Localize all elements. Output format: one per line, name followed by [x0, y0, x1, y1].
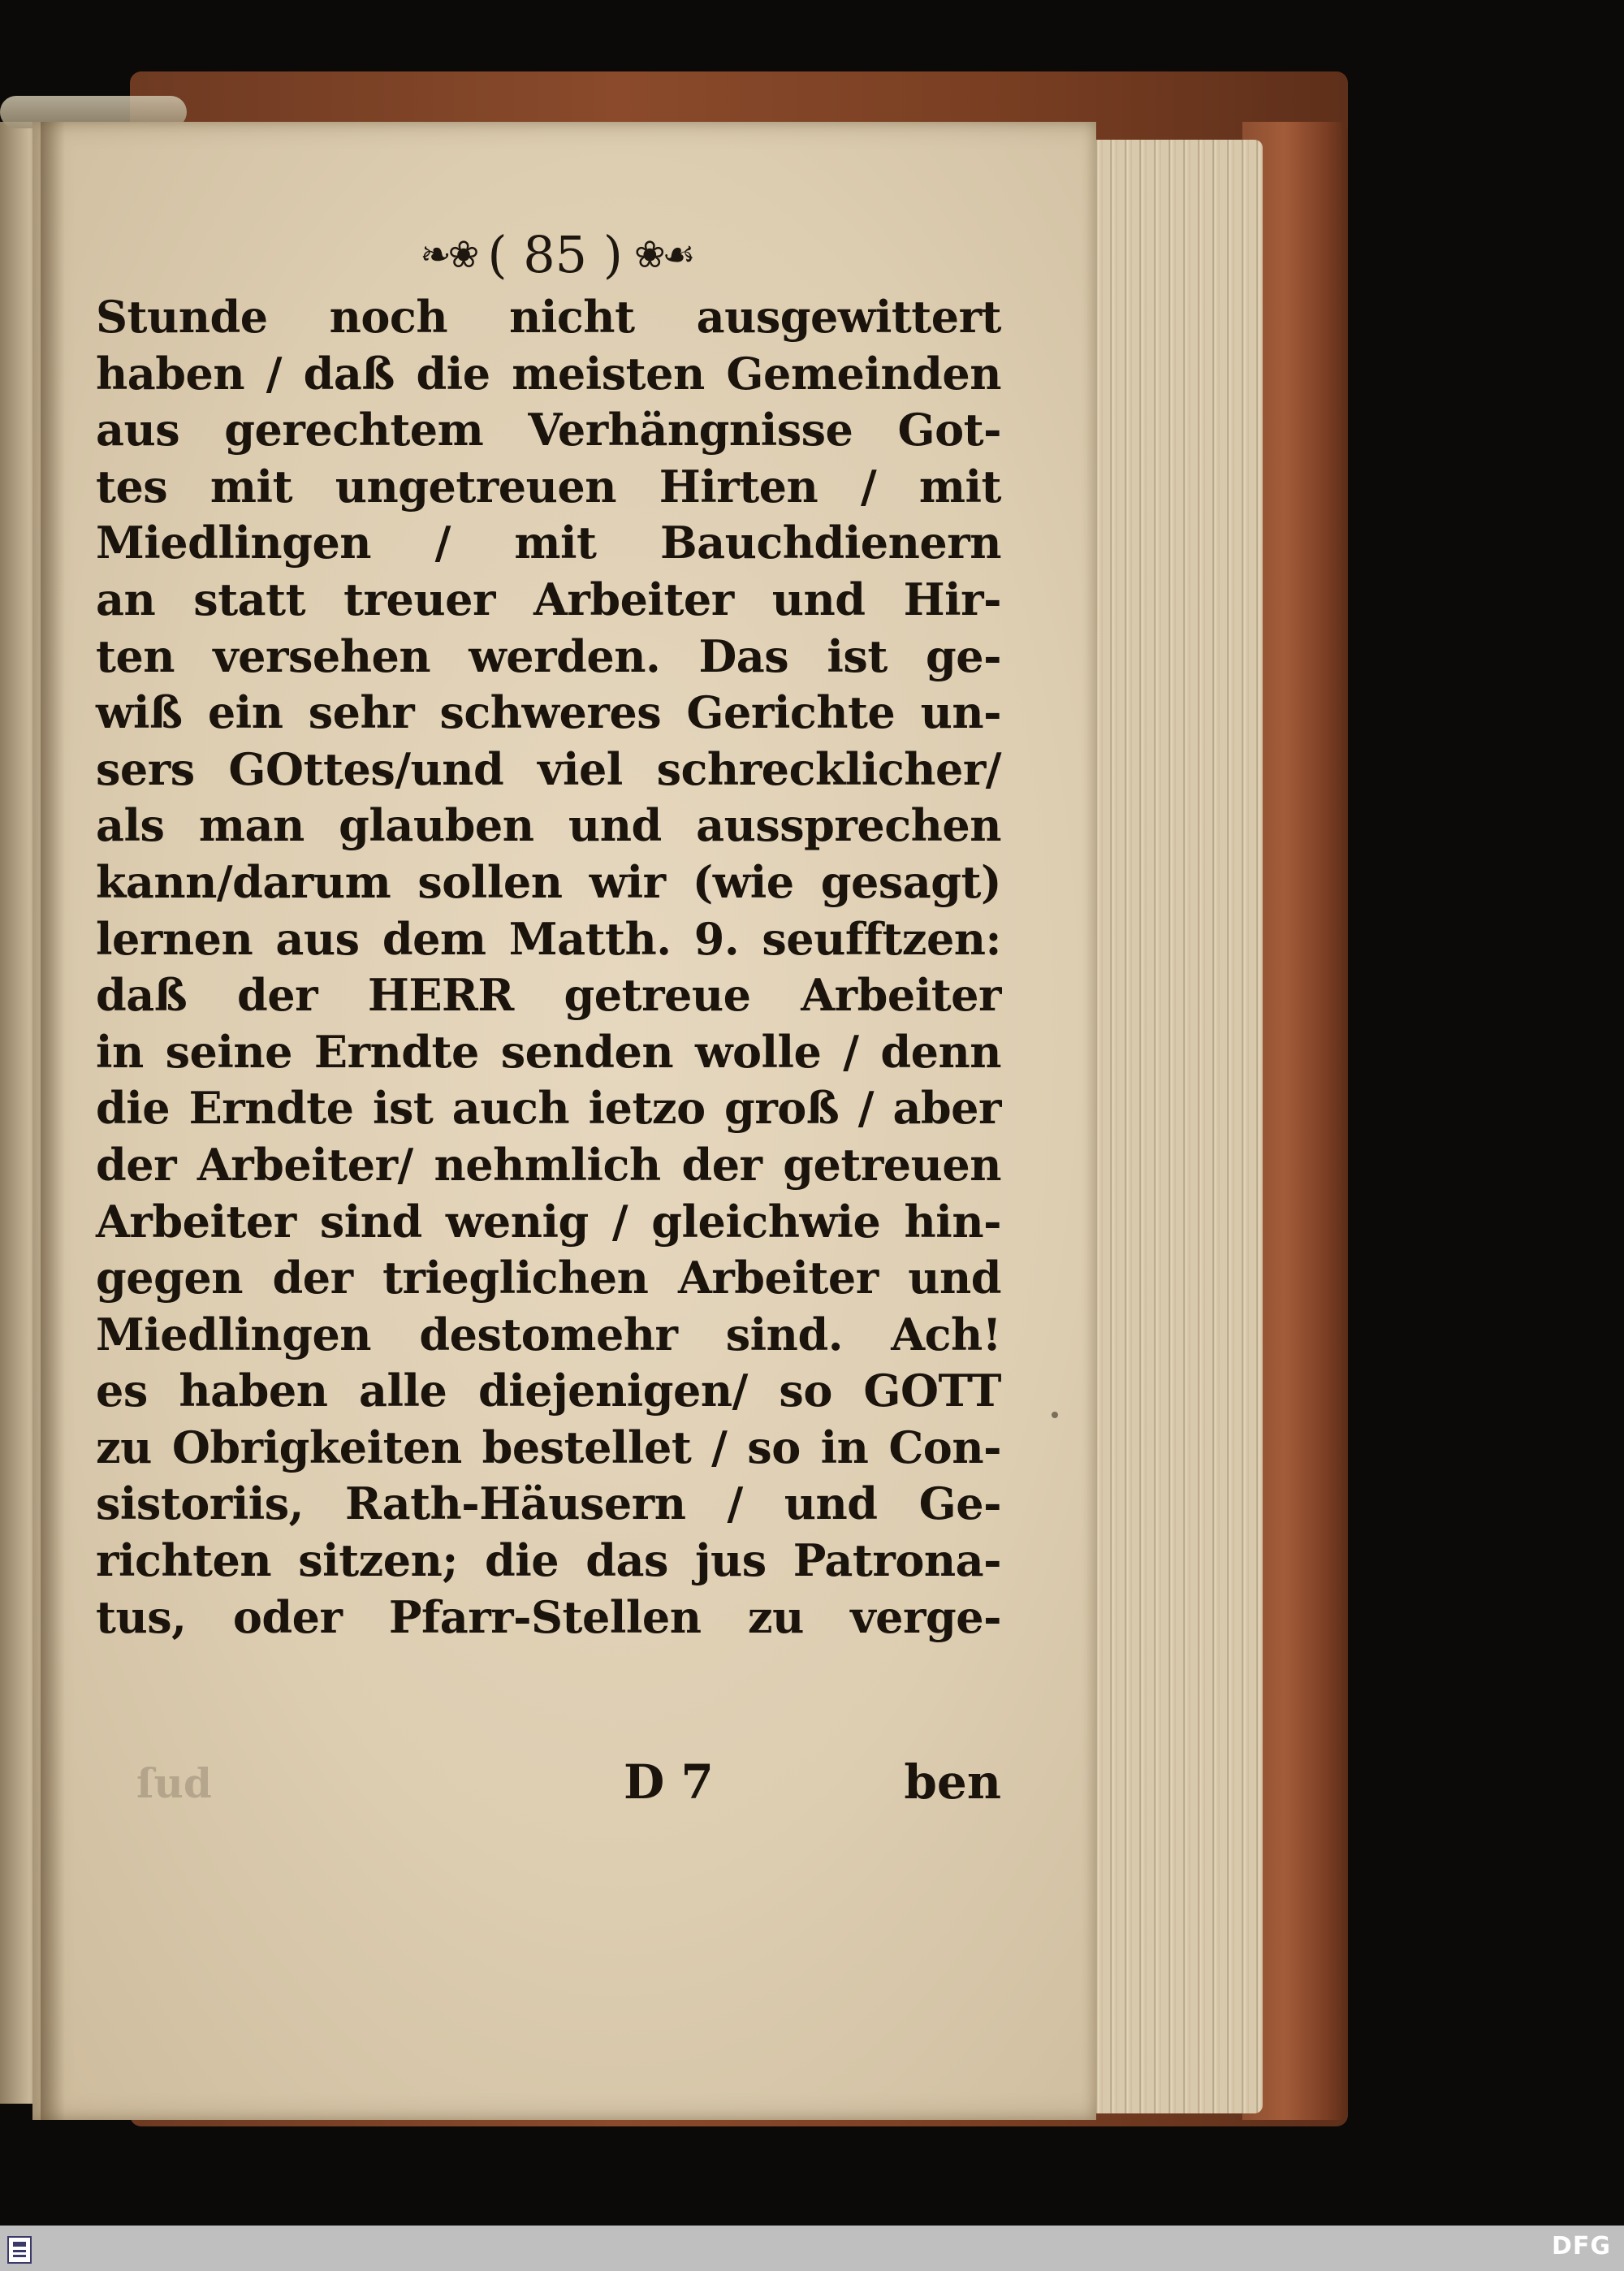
left-ornament-icon: ❧❀ — [420, 232, 477, 276]
text-line: lernen aus dem Matth. 9. seufftzen: — [96, 912, 1001, 965]
text-line: Miedlingen / mit Bauchdienern — [96, 517, 1001, 569]
text-line: als man glauben und aussprechen — [96, 799, 1001, 852]
dfg-logo: DFG — [1551, 2232, 1611, 2260]
text-line: es haben alle diejenigen/ so GOTT — [96, 1365, 1001, 1417]
text-line: zu Obrigkeiten bestellet / so in Con- — [96, 1421, 1001, 1473]
text-line: in seine Erndte senden wolle / denn — [96, 1025, 1001, 1078]
text-line: Arbeiter sind wenig / gleichwie hin- — [96, 1195, 1001, 1248]
text-line: wiß ein sehr schweres Gerichte un- — [96, 686, 1001, 739]
gutter-shadow — [41, 122, 65, 2120]
library-crest-icon — [5, 2234, 34, 2266]
text-line: richten sitzen; die das jus Patrona- — [96, 1534, 1001, 1587]
book-page — [32, 122, 1096, 2120]
text-line: sistoriis, Rath-Häusern / und Ge- — [96, 1477, 1001, 1530]
text-line: an statt treuer Arbeiter und Hir- — [96, 573, 1001, 625]
text-line: aus gerechtem Verhängnisse Got- — [96, 404, 1001, 456]
text-line: die Erndte ist auch ietzo groß / aber — [96, 1082, 1001, 1135]
text-line: gegen der trieglichen Arbeiter und — [96, 1252, 1001, 1304]
page-block-edges — [1088, 140, 1263, 2113]
page-number: ( 85 ) — [487, 224, 623, 284]
text-line: tes mit ungetreuen Hirten / mit — [96, 460, 1001, 513]
viewer-footer-bar — [0, 2226, 1624, 2271]
text-line: Miedlingen destomehr sind. Ach! — [96, 1308, 1001, 1360]
right-ornament-icon: ❀☙ — [634, 232, 693, 276]
catchword: ben — [904, 1754, 1001, 1810]
show-through-text: ſud — [136, 1759, 212, 1807]
text-line: Stunde noch nicht ausgewittert — [96, 291, 1001, 343]
text-line: ten versehen werden. Das ist ge- — [96, 629, 1001, 682]
text-line: tus, oder Pfarr-Stellen zu verge- — [96, 1590, 1001, 1643]
page-footer — [96, 1754, 1001, 1819]
paper-speck — [1052, 1412, 1058, 1418]
signature-mark: D 7 — [624, 1754, 714, 1810]
text-line: der Arbeiter/ nehmlich der getreuen — [96, 1138, 1001, 1191]
text-line: kann/darum sollen wir (wie gesagt) — [96, 855, 1001, 908]
text-line: sers GOttes/und viel schrecklicher/ — [96, 742, 1001, 795]
text-line: haben / daß die meisten Gemeinden — [96, 347, 1001, 400]
text-line: daß der HERR getreue Arbeiter — [96, 969, 1001, 1022]
body-text — [96, 289, 1001, 1646]
page-header — [345, 219, 767, 289]
